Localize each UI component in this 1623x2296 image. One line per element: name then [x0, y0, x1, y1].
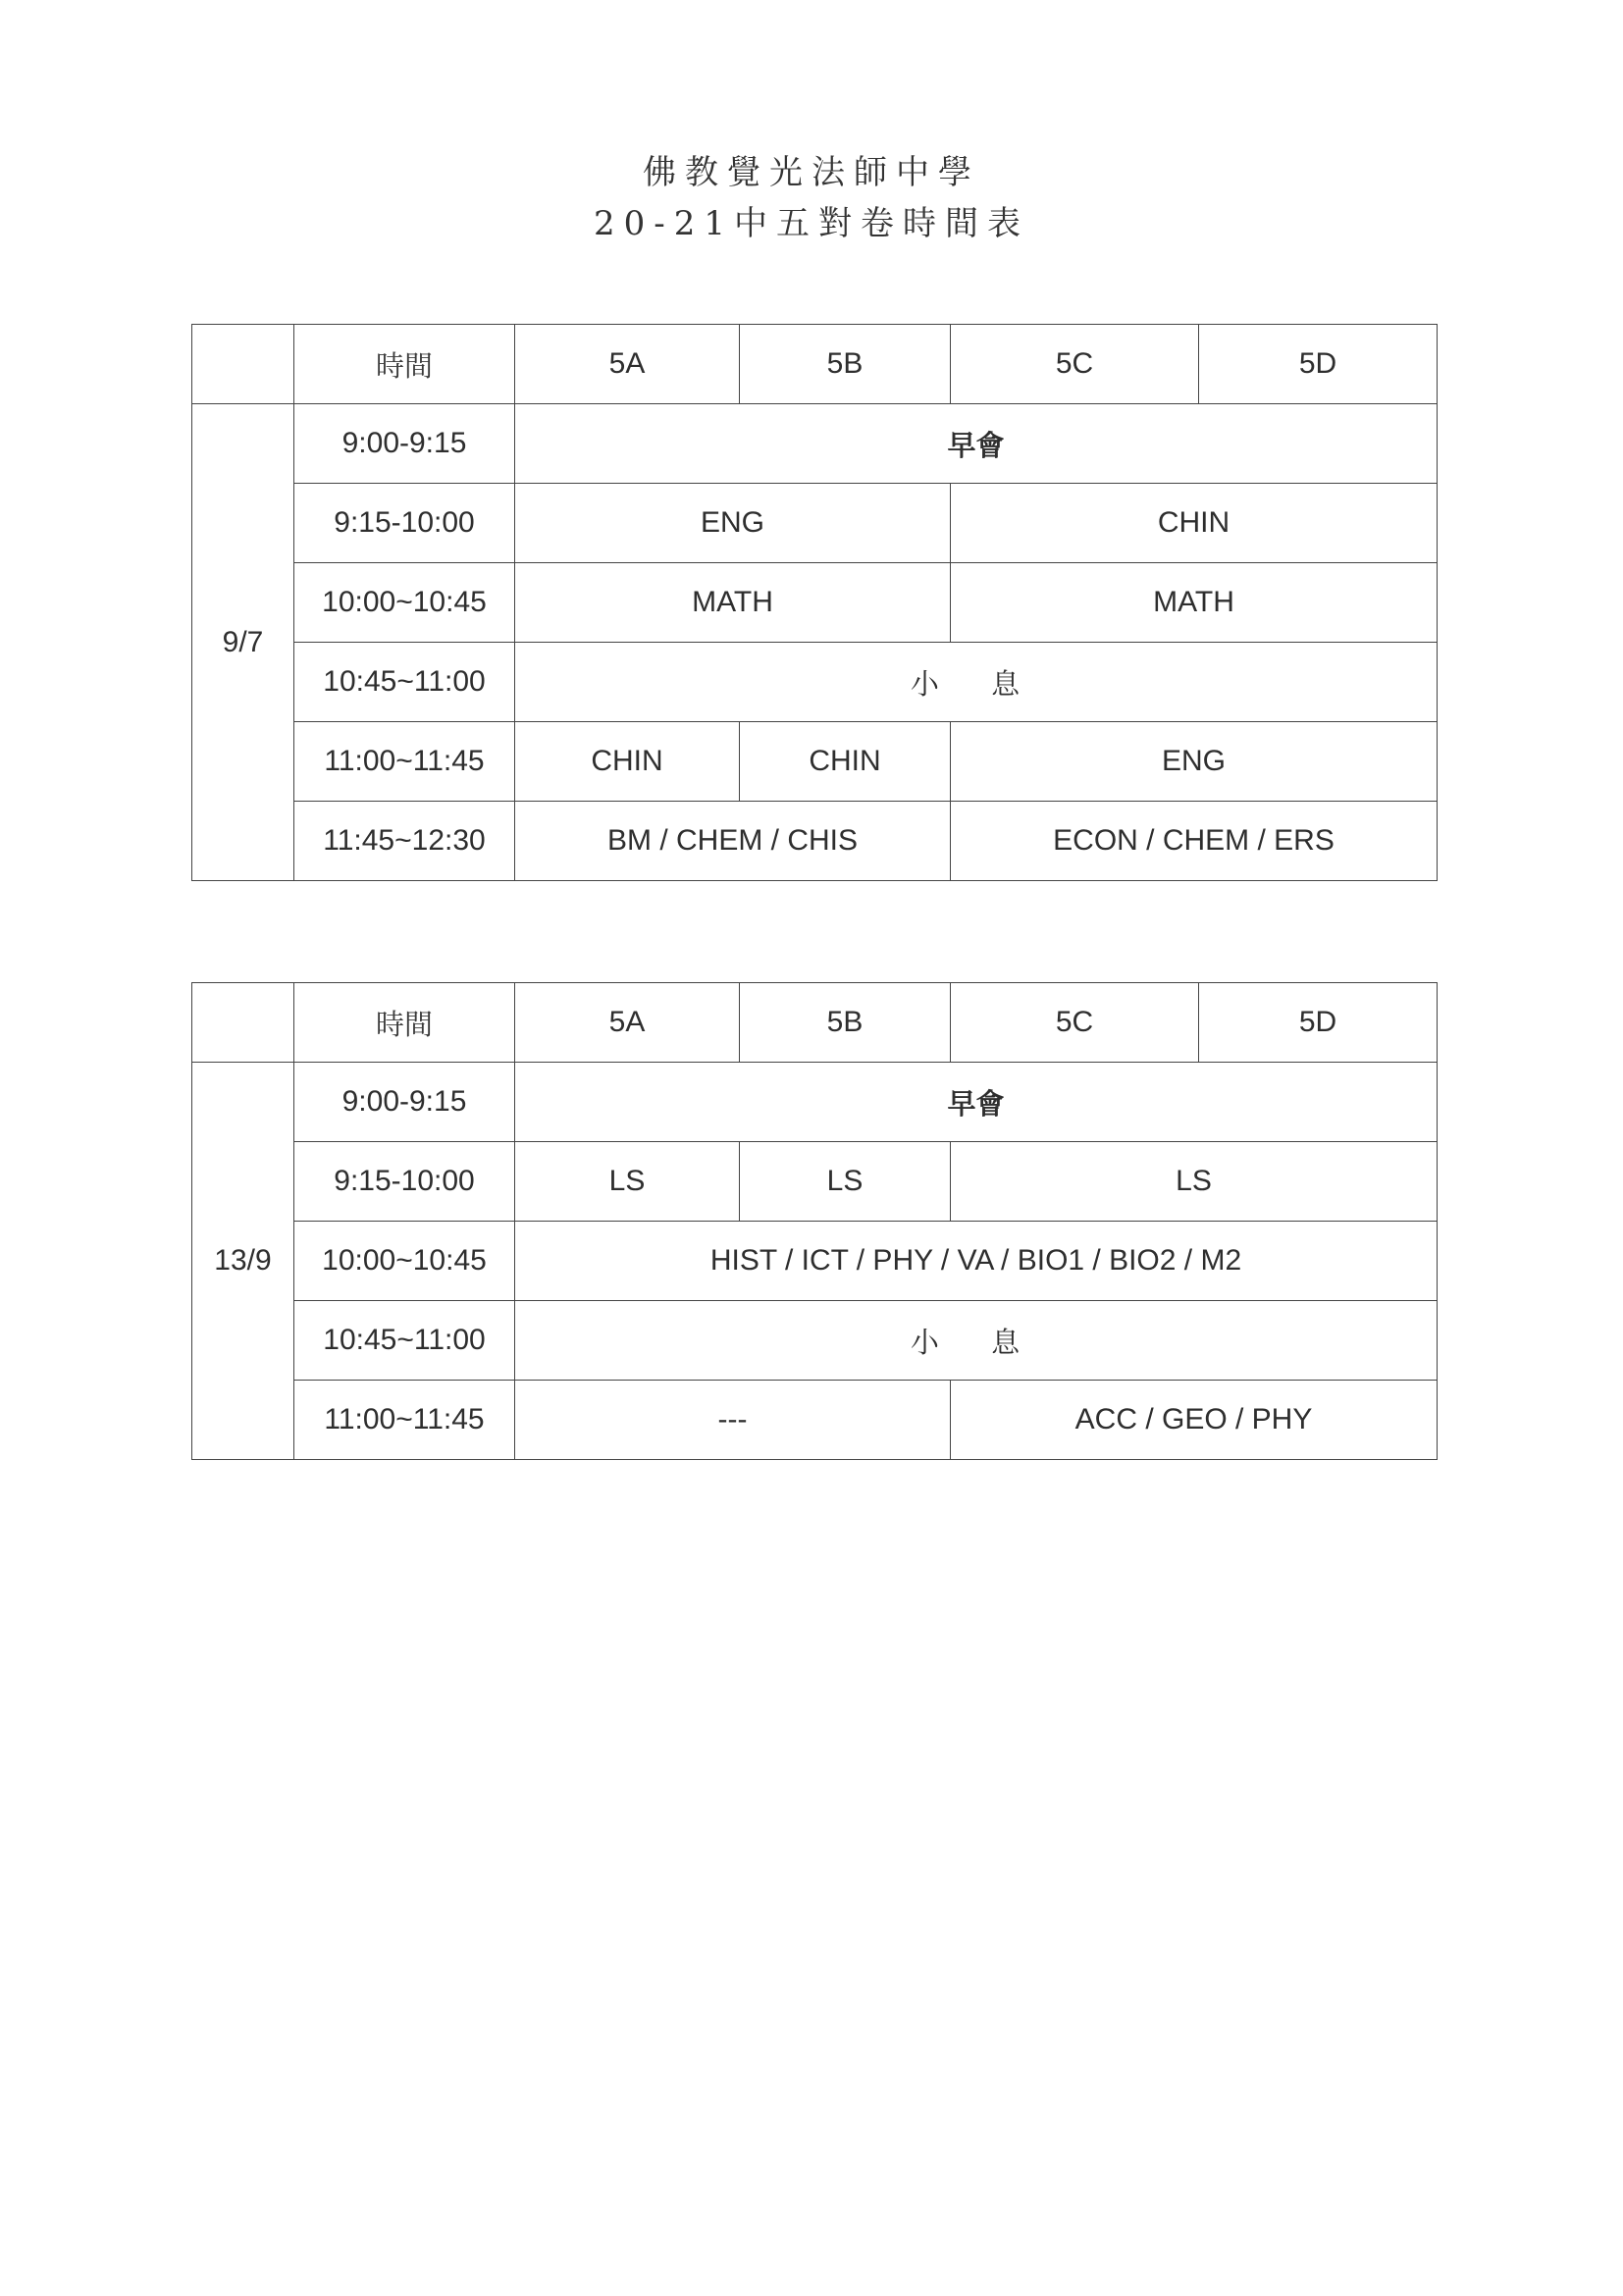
column-header-5b: 5B	[740, 983, 951, 1063]
column-header-5b: 5B	[740, 325, 951, 404]
table-header-row	[192, 325, 1438, 404]
date-cell: 9/7	[192, 404, 294, 881]
time-cell: 9:00-9:15	[294, 1063, 515, 1142]
school-name: 佛教覺光法師中學	[643, 153, 980, 192]
subject-cell-5b: CHIN	[740, 722, 951, 802]
assembly-cell: 早會	[515, 404, 1438, 484]
corner-cell	[192, 983, 294, 1063]
table-row	[192, 722, 1438, 802]
table-row	[192, 484, 1438, 563]
table-row	[192, 404, 1438, 484]
column-header-time: 時間	[294, 325, 515, 404]
time-cell: 9:00-9:15	[294, 404, 515, 484]
schedule-table-day2	[191, 982, 1438, 1460]
time-cell: 11:00~11:45	[294, 722, 515, 802]
subject-cell-5c-5d: MATH	[951, 563, 1438, 643]
subject-cell-5a-5b: ---	[515, 1381, 951, 1460]
column-header-5a: 5A	[515, 983, 740, 1063]
table-row	[192, 1063, 1438, 1142]
subject-cell-5a-5b: ENG	[515, 484, 951, 563]
subject-cell-all-classes: HIST / ICT / PHY / VA / BIO1 / BIO2 / M2	[515, 1222, 1438, 1301]
subject-cell-5c-5d: LS	[951, 1142, 1438, 1222]
subject-cell-5a-5b: MATH	[515, 563, 951, 643]
subject-cell-5c-5d: CHIN	[951, 484, 1438, 563]
table-header-row	[192, 983, 1438, 1063]
time-cell: 11:00~11:45	[294, 1381, 515, 1460]
table-row	[192, 1381, 1438, 1460]
time-cell: 11:45~12:30	[294, 802, 515, 881]
subject-cell-5c-5d: ENG	[951, 722, 1438, 802]
table-row	[192, 1142, 1438, 1222]
date-cell: 13/9	[192, 1063, 294, 1460]
time-cell: 10:00~10:45	[294, 1222, 515, 1301]
table-row	[192, 1301, 1438, 1381]
time-cell: 10:45~11:00	[294, 1301, 515, 1381]
column-header-5d: 5D	[1199, 325, 1438, 404]
table-row	[192, 563, 1438, 643]
column-header-5d: 5D	[1199, 983, 1438, 1063]
time-cell: 10:00~10:45	[294, 563, 515, 643]
schedule-title: 20-21中五對卷時間表	[593, 204, 1029, 243]
subject-cell-5a: LS	[515, 1142, 740, 1222]
corner-cell	[192, 325, 294, 404]
subject-cell-5c-5d: ECON / CHEM / ERS	[951, 802, 1438, 881]
time-cell: 9:15-10:00	[294, 484, 515, 563]
subject-cell-5a: CHIN	[515, 722, 740, 802]
column-header-time: 時間	[294, 983, 515, 1063]
assembly-cell: 早會	[515, 1063, 1438, 1142]
subject-cell-5b: LS	[740, 1142, 951, 1222]
column-header-5c: 5C	[951, 325, 1199, 404]
table-row	[192, 802, 1438, 881]
break-cell: 小 息	[515, 643, 1438, 722]
table-row	[192, 643, 1438, 722]
schedule-table-day1	[191, 324, 1438, 881]
document-header	[0, 147, 1623, 249]
subject-cell-5c-5d: ACC / GEO / PHY	[951, 1381, 1438, 1460]
subject-cell-5a-5b: BM / CHEM / CHIS	[515, 802, 951, 881]
table-row	[192, 1222, 1438, 1301]
break-cell: 小 息	[515, 1301, 1438, 1381]
time-cell: 9:15-10:00	[294, 1142, 515, 1222]
column-header-5c: 5C	[951, 983, 1199, 1063]
column-header-5a: 5A	[515, 325, 740, 404]
time-cell: 10:45~11:00	[294, 643, 515, 722]
